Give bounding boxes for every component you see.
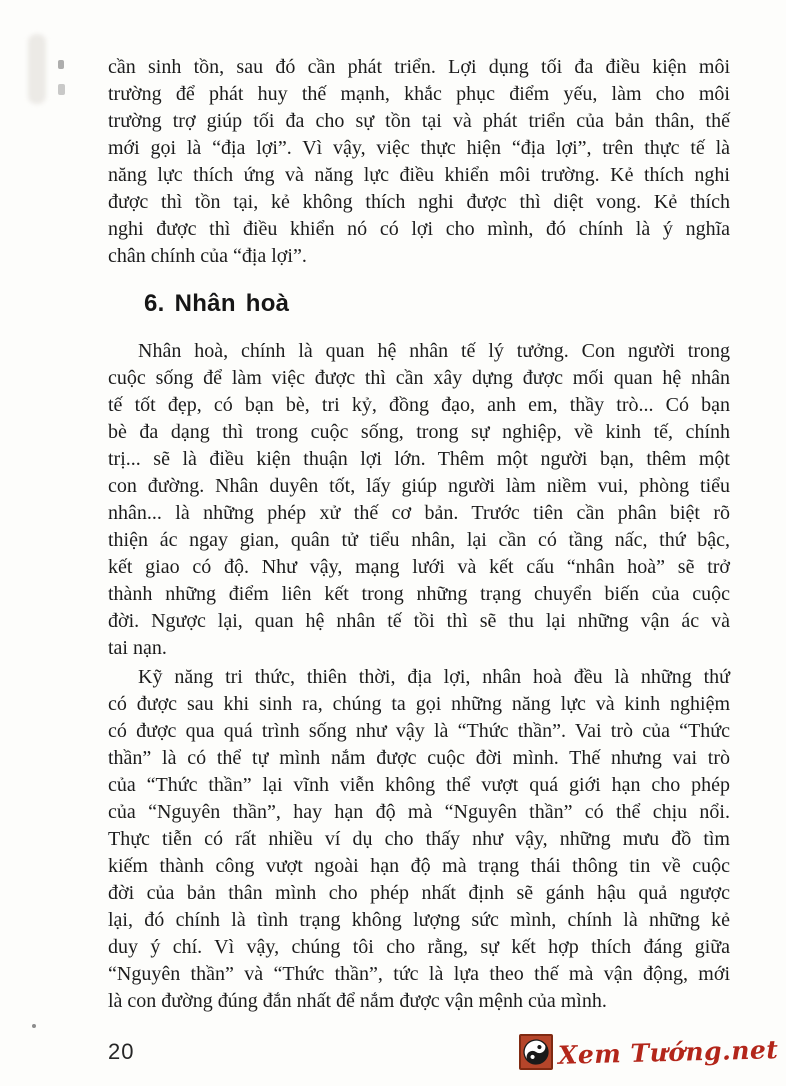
text-line: của “Thức thần” lại vĩnh viễn không thể vượt quá giới hạn cho phép [108, 774, 730, 796]
text-line: con đường. Nhân duyên tốt, lấy giúp người làm niềm vui, phòng tiểu [108, 475, 730, 497]
text-line: trị... sẽ là điều kiện thuận lợi lớn. Thêm một người bạn, thêm một [108, 448, 730, 470]
text-line: đời. Ngược lại, quan hệ nhân tế tồi thì sẽ thu lại những vận ác và [108, 610, 730, 632]
text-line: năng lực thích ứng và năng lực điều khiển môi trường. Kẻ thích nghi [108, 164, 730, 186]
text-line: đời của bản thân mình cho phép nhất định sẽ gánh hậu quả ngược [108, 882, 730, 904]
text-line: cuộc sống để làm việc được thì cần xây dựng được mối quan hệ nhân [108, 367, 730, 389]
text-line: có được sau khi sinh ra, chúng ta gọi những năng lực và kinh nghiệm [108, 693, 730, 715]
text-line: cần sinh tồn, sau đó cần phát triển. Lợi dụng tối đa điều kiện môi [108, 56, 730, 78]
yin-yang-icon [519, 1034, 553, 1070]
watermark-logo [519, 1034, 778, 1070]
text-line: là con đường đúng đắn nhất để nắm được vận mệnh của mình. [108, 990, 607, 1012]
scan-artifact [58, 84, 65, 95]
text-line: của “Nguyên thần”, hay hạn độ mà “Nguyên thần” có thể chịu nổi. [108, 801, 730, 823]
text-line: trường trợ giúp tối đa cho sự tồn tại và phát triển của bản thân, thế [108, 110, 730, 132]
text-line: lại, đó chính là tình trạng không lượng sức mình, chính là những kẻ [108, 909, 730, 931]
text-line: Nhân hoà, chính là quan hệ nhân tế lý tưởng. Con người trong [138, 340, 730, 362]
text-line: “Nguyên thần” và “Thức thần”, tức là lựa theo thế mà vận động, mới [108, 963, 730, 985]
text-line: Kỹ năng tri thức, thiên thời, địa lợi, nhân hoà đều là những thứ [138, 666, 730, 688]
text-line: nhân... là những phép xử thế cơ bản. Trước tiên cần phân biệt rõ [108, 502, 730, 524]
text-line: tế tốt đẹp, có bạn bè, tri kỷ, đồng đạo, anh em, thầy trò... Có bạn [108, 394, 730, 416]
section-heading: 6. Nhân hoà [144, 290, 290, 317]
scan-artifact [28, 34, 46, 104]
paragraph-dia-loi [108, 54, 730, 270]
paragraph-nhan-hoa [108, 338, 730, 662]
text-line: thiện ác ngay gian, quân tử tiểu nhân, lại cần có tầng nấc, thứ bậc, [108, 529, 730, 551]
text-line: nghi được thì điều khiển nó có lợi cho mình, đó chính là ý nghĩa [108, 218, 730, 240]
text-line: mới gọi là “địa lợi”. Vì vậy, việc thực hiện “địa lợi”, trên thực tế là [108, 137, 730, 159]
text-line: thần” là có thể tự mình nắm được cuộc đời mình. Thế nhưng vai trò [108, 747, 730, 769]
text-line: trường để phát huy thế mạnh, khắc phục điểm yếu, làm cho môi [108, 83, 730, 105]
text-line: duy ý chí. Vì vậy, chúng tôi cho rằng, sự kết hợp thích đáng giữa [108, 936, 730, 958]
scan-artifact [58, 60, 64, 69]
text-line: bè đa dạng thì trong cuộc sống, trong sự nghiệp, về kinh tế, chính [108, 421, 730, 443]
page-number: 20 [108, 1039, 135, 1064]
text-line: kiếm thành công vượt ngoài hạn độ mà trạng thái thông tin về cuộc [108, 855, 730, 877]
text-line: kết giao có độ. Như vậy, mạng lưới và kết cấu “nhân hoà” sẽ trở [108, 556, 730, 578]
text-line: chân chính của “địa lợi”. [108, 245, 307, 267]
text-line: thành những điểm liên kết trong những trạng chuyển biến của cuộc [108, 583, 730, 605]
text-line: được thì tồn tại, kẻ không thích nghi được thì diệt vong. Kẻ thích [108, 191, 730, 213]
text-line: tai nạn. [108, 637, 167, 659]
paragraph-thuc-than [108, 664, 730, 1015]
text-line: Thực tiễn có rất nhiều ví dụ cho thấy như vậy, những mưu đồ tìm [108, 828, 730, 850]
scan-artifact [32, 1024, 36, 1028]
text-line: có được qua quá trình sống như vậy là “Thức thần”. Vai trò của “Thức [108, 720, 730, 742]
page-footer [108, 1028, 778, 1076]
watermark-site-name: Xem Tướng.net [557, 1034, 779, 1070]
